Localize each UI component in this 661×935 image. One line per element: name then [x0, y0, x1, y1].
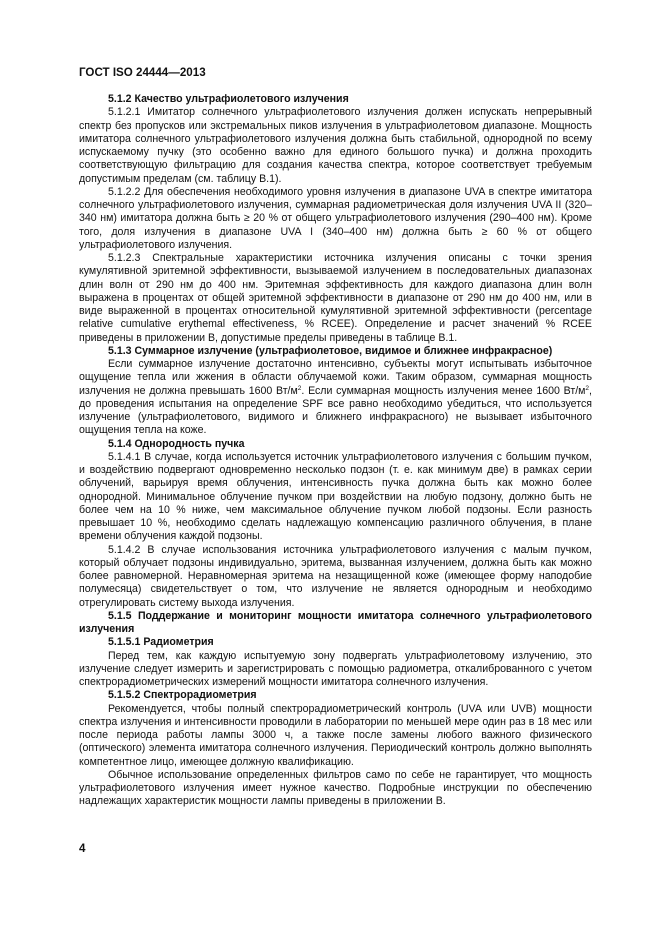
- section-heading-5-1-5-2: 5.1.5.2 Спектрорадиометрия: [108, 689, 257, 702]
- paragraph-5-1-5-1: Перед тем, как каждую испытуемую зону подвергать ультрафиолетовому излучению, это излучение следует измерить и зарегистрировать с помощью радиометра, откалиброванного с учетом спектрорадиометрических измерений мощности имитатора солнечного излучения.: [79, 649, 592, 688]
- section-heading-5-1-2: 5.1.2 Качество ультрафиолетового излучения: [108, 93, 349, 105]
- paragraph-5-1-3-part-c: , до проведения испытания на определение SPF все равно необходимо убедиться, что используется излучение (ультрафиолетового, видимого и ближнего инфракрасного) не вызывает избыточного ощущения тепла на коже.: [79, 384, 592, 437]
- document-body: [79, 93, 592, 809]
- section-heading-5-1-5: 5.1.5 Поддержание и мониторинг мощности имитатора солнечного ультрафиолетового излучения: [79, 609, 592, 635]
- paragraph-5-1-3-part-a: Если суммарное излучение достаточно интенсивно, субъекты могут испытывать избыточное ощущение тепла или жжения в области облучаемой кожи. Таким образом, суммарная мощность излучения не должна превышать 1600 Вт/м: [79, 358, 592, 397]
- standard-header: ГОСТ ISO 24444—2013: [79, 66, 206, 79]
- paragraph-5-1-2-2: 5.1.2.2 Для обеспечения необходимого уровня излучения в диапазоне UVA в спектре имитатора солнечного ультрафиолетового излучения, суммарная радиометрическая доля излучения UVA II (320–340 нм) имитатора должна быть ≥ 20 % от общего ультрафиолетового излучения (290–400 нм). Кроме того, доля излучения в диапазоне UVA I (340–400 нм) должна быть ≥ 60 % от общего ультрафиолетового излучения.: [79, 185, 592, 251]
- page-number: 4: [79, 842, 86, 855]
- section-heading-5-1-5-1: 5.1.5.1 Радиометрия: [108, 636, 214, 649]
- paragraph-5-1-2-1: 5.1.2.1 Имитатор солнечного ультрафиолетового излучения должен испускать непрерывный спектр без пропусков или экстремальных пиков излучения в ультрафиолетовом диапазоне. Мощность имитатора солнечного ультрафиолетового излучения должна быть стабильной, однородной по всему испускаемому пучку (это особенно важно для единого большого пучка) и должна проходить соответствующую фильтрацию для создания качества спектра, которое соответствует требуемым допустимым пределам (см. таблицу В.1).: [79, 106, 592, 185]
- section-heading-5-1-3: 5.1.3 Суммарное излучение (ультрафиолетовое, видимое и ближнее инфракрасное): [108, 344, 553, 357]
- paragraph-5-1-5-2-a: Рекомендуется, чтобы полный спектрорадиометрический контроль (UVA или UVB) мощности спектра излучения и интенсивности проводили в лаборатории по меньшей мере один раз в 18 мес или после периода работы лампы 3000 ч, а также после замены любого важного физического (оптического) элемента имитатора солнечного излучения. Периодический контроль должно выполнять компетентное лицо, имеющее должную квалификацию.: [79, 702, 592, 768]
- paragraph-5-1-4-2: 5.1.4.2 В случае использования источника ультрафиолетового излучения с малым пучком, который облучает подзоны индивидуально, эритема, вызванная излучением, должна быть как можно более равномерной. Неравномерная эритема на незащищенной коже (имеющее форму наподобие полумесяца) свидетельствует о том, что излучение не является однородным и необходимо отрегулировать систему выхода излучения.: [79, 543, 592, 609]
- superscript-2: 2: [585, 384, 590, 392]
- paragraph-5-1-3: [79, 358, 592, 438]
- superscript-2: 2: [297, 384, 302, 392]
- paragraph-5-1-3-part-b: . Если суммарная мощность излучения менее 1600 Вт/м: [301, 384, 586, 397]
- section-heading-5-1-4: 5.1.4 Однородность пучка: [108, 437, 245, 450]
- paragraph-5-1-2-3: 5.1.2.3 Спектральные характеристики источника излучения описаны с точки зрения кумулятивной эритемной эффективности, вызываемой излучением в последовательных диапазонах длин волн от 290 нм до 400 нм. Эритемная эффективность для каждого диапазона длин волн выражена в процентах от общей эритемной эффективности в диапазоне от 290 нм до 400 нм, или в виде выраженной в процентах относительной кумулятивной эритемной эффективности (percentage relative cumulative erythemal effectiveness, % RCEE). Определение и расчет значений % RCEE приведены в приложении В, допустимые пределы приведены в таблице В.1.: [79, 252, 592, 344]
- paragraph-5-1-4-1: 5.1.4.1 В случае, когда используется источник ультрафиолетового излучения с большим пучком, и воздействию подвергают одновременно несколько подзон (т. е. как минимум две) в рамках серии облучений, варьируя время облучения, интенсивность пучка должна быть как можно более однородной. Минимальное облучение пучком при воздействии на любую подзону, должно быть не более чем на 10 % ниже, чем максимальное облучение пучком любой подзоны. Если разность превышает 10 %, необходимо сделать надлежащую компенсацию различного облучения, в плане времени облучения каждой подзоны.: [79, 450, 592, 543]
- paragraph-5-1-5-2-b: Обычное использование определенных фильтров само по себе не гарантирует, что мощность ультрафиолетового излучения имеет нужное качество. Подробные инструкции по обеспечению надлежащих характеристик мощности лампы приведены в приложении В.: [79, 768, 592, 808]
